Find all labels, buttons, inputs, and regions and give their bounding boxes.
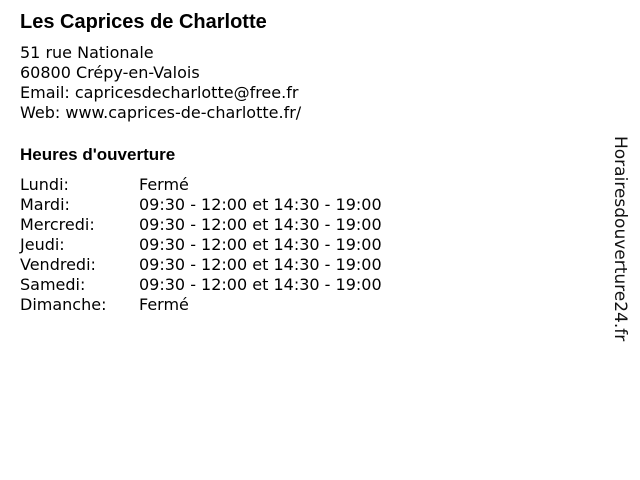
business-name: Les Caprices de Charlotte xyxy=(20,11,267,33)
hours-row-friday xyxy=(20,255,590,275)
hours-day-label: Dimanche: xyxy=(20,295,107,314)
hours-row-tuesday xyxy=(20,195,590,215)
hours-row-saturday xyxy=(20,275,590,295)
hours-day-label: Samedi: xyxy=(20,275,86,294)
hours-day-value: 09:30 - 12:00 et 14:30 - 19:00 xyxy=(139,235,382,254)
hours-day-label: Mardi: xyxy=(20,195,70,214)
hours-day-label: Lundi: xyxy=(20,175,69,194)
hours-day-value: 09:30 - 12:00 et 14:30 - 19:00 xyxy=(139,215,382,234)
business-card xyxy=(20,10,590,315)
hours-table xyxy=(20,175,590,315)
hours-day-label: Jeudi: xyxy=(20,235,65,254)
hours-row-thursday xyxy=(20,235,590,255)
hours-row-wednesday xyxy=(20,215,590,235)
hours-row-sunday xyxy=(20,295,590,315)
address-city: 60800 Crépy-en-Valois xyxy=(20,63,200,82)
hours-day-value: Fermé xyxy=(139,175,189,194)
web-line: Web: www.caprices-de-charlotte.fr/ xyxy=(20,103,302,122)
hours-day-value: 09:30 - 12:00 et 14:30 - 19:00 xyxy=(139,275,382,294)
hours-row-monday xyxy=(20,175,590,195)
address-street: 51 rue Nationale xyxy=(20,43,154,62)
hours-title: Heures d'ouverture xyxy=(20,145,176,164)
hours-day-label: Mercredi: xyxy=(20,215,95,234)
email-line: Email: capricesdecharlotte@free.fr xyxy=(20,83,299,102)
hours-day-value: 09:30 - 12:00 et 14:30 - 19:00 xyxy=(139,255,382,274)
hours-day-label: Vendredi: xyxy=(20,255,96,274)
hours-day-value: Fermé xyxy=(139,295,189,314)
site-watermark: Horairesdouverture24.fr xyxy=(610,136,630,342)
hours-day-value: 09:30 - 12:00 et 14:30 - 19:00 xyxy=(139,195,382,214)
